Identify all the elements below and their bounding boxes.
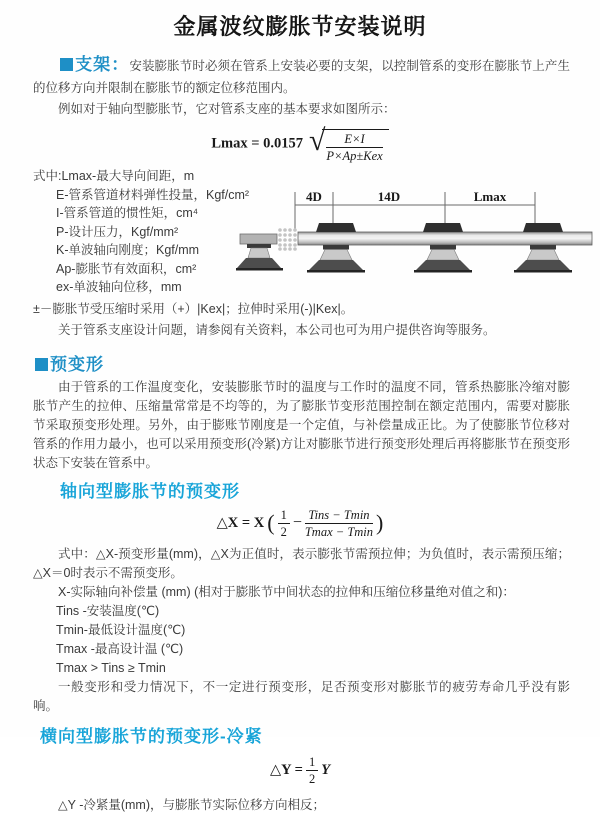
pipe-support — [414, 223, 472, 273]
lateral-note: △Y -冷紧量(mm)，与膨胀节实际位移方向相反； — [58, 797, 326, 812]
close-paren: ) — [376, 510, 384, 535]
anchor-pipe-stub — [240, 234, 277, 244]
definition-line: K-单波轴向刚度；Kgf/mm — [56, 243, 200, 257]
dim-label-4d: 4D — [306, 189, 322, 204]
definition-line: 式中:Lmax-最大导向间距，m — [33, 169, 195, 183]
radical-sign: √ — [308, 124, 326, 157]
half-numerator: 1 — [278, 508, 290, 524]
definition-line: P-设计压力，Kgf/mm² — [56, 224, 179, 239]
one-half-fraction — [278, 508, 290, 539]
sqrt-radical — [309, 125, 389, 163]
lateral-formula — [0, 755, 600, 786]
lmax-fraction — [326, 132, 382, 163]
temp-fraction-numerator: Tins − Tmin — [305, 508, 373, 524]
predeform-section-header — [35, 350, 600, 375]
support-spacing-diagram — [236, 186, 600, 298]
support-section-header: 支架： — [75, 55, 130, 74]
bellows-icon — [278, 228, 297, 251]
temp-line-tmin: Tmin-最低设计温度(℃) — [56, 622, 186, 637]
definition-line: ex-单波轴向位移，mm — [56, 280, 182, 294]
predeform-paragraph: 由于管系的工作温度变化，安装膨胀节时的温度与工作时的温度不同，管系热膨胀冷缩对膨胀节产生的拉伸、压缩量常常是不均等的，为了膨胀节变形范围控制在额定范围内，需要对膨胀节采取预变形处理。另外，由于膨账节刚度是一个定值，与补偿量成正比。为了使膨胀节位移对管系的作用力最小，也可以采用预变形(冷紧)方让对膨胀节进行预变形处理后再将膨胀节在预变形状态下安装在管系中。 — [33, 379, 570, 470]
temp-line-tmax: Tmax -最高设计温 (℃) — [56, 641, 184, 656]
temp-fraction-denominator: Tmax − Tmin — [304, 524, 374, 539]
predeform-header-label: 预变形 — [50, 354, 104, 374]
axial-formula-lhs: △X = X — [216, 515, 265, 531]
axial-subheader: 轴向型膨胀节的预变形 — [60, 481, 240, 501]
definition-line: E-管系管道材料弹性投量，Kgf/cm² — [56, 187, 250, 202]
dim-label-lmax: Lmax — [473, 189, 507, 204]
open-paren: ( — [267, 510, 275, 535]
dim-label-14d: 14D — [377, 189, 401, 204]
lateral-formula-lhs: △Y = — [269, 762, 303, 778]
section-bullet-icon — [60, 58, 73, 71]
axial-formula — [0, 508, 600, 539]
pipe-support — [307, 223, 365, 273]
service-note: 关于管系支座设计问题，请参阅有关资料，本公司也可为用户提供咨询等服务。 — [58, 323, 496, 337]
half-numerator: 1 — [306, 755, 318, 771]
lateral-formula-rhs: Y — [321, 761, 331, 778]
lmax-formula-lhs: Lmax = 0.0157 — [211, 135, 303, 152]
temperature-fraction — [305, 508, 373, 539]
axial-note1: 式中：△X-预变形量(mm)，△X为正值时，表示膨张节需预拉伸；为负值时，表示需预压缩；△X＝0时表示不需预变形。 — [33, 546, 570, 580]
temp-line-tins: Tins -安装温度(℃) — [56, 603, 160, 618]
lmax-fraction-numerator: E×I — [326, 132, 382, 148]
dimension-labels — [306, 189, 507, 204]
lmax-fraction-denominator: P×Ap±Kex — [326, 149, 383, 163]
definition-line: Ap-膨胀节有效面积，cm² — [56, 261, 197, 276]
half-denominator: 2 — [280, 524, 287, 539]
support-example-line: 例如对于轴向型膨胀节，它对管系支座的基本要求如图所示： — [58, 102, 396, 116]
anchor-support — [236, 244, 283, 271]
support-intro-text: 安装膨胀节时必须在管系上安装必要的支架，以控制管系的变形在膨胀节上产生的位移方向并限制在膨胀节的额定位移范围内。 — [33, 59, 570, 95]
minus-sign: − — [292, 514, 302, 531]
temp-inequality: Tmax > Tins ≥ Tmin — [56, 660, 166, 675]
lmax-formula — [0, 125, 600, 163]
pipe — [298, 232, 592, 245]
axial-note2: X-实际轴向补偿量 (mm) (相对于膨胀节中间状态的拉伸和压缩位移量绝对值之和)： — [58, 584, 515, 599]
plus-minus-note: ±－膨胀节受压缩时采用（+）|Kex|；拉伸时采用(-)|Kex|。 — [33, 301, 354, 316]
definition-line: I-管系管道的惯性矩，cm⁴ — [56, 206, 199, 220]
pipe-support — [514, 223, 572, 273]
support-section-paragraph — [33, 54, 570, 99]
axial-note3: 一般变形和受力情况下，不一定进行预变形，足否预变形对膨胀节的疲劳寿命几乎没有影响。 — [33, 679, 570, 713]
radicand — [322, 129, 388, 163]
one-half-fraction — [306, 755, 318, 786]
half-denominator: 2 — [308, 771, 316, 786]
page-title: 金属波纹膨胀节安装说明 — [173, 14, 427, 39]
section-bullet-icon — [35, 358, 48, 371]
lateral-subheader: 横向型膨胀节的预变形-冷紧 — [40, 726, 263, 746]
